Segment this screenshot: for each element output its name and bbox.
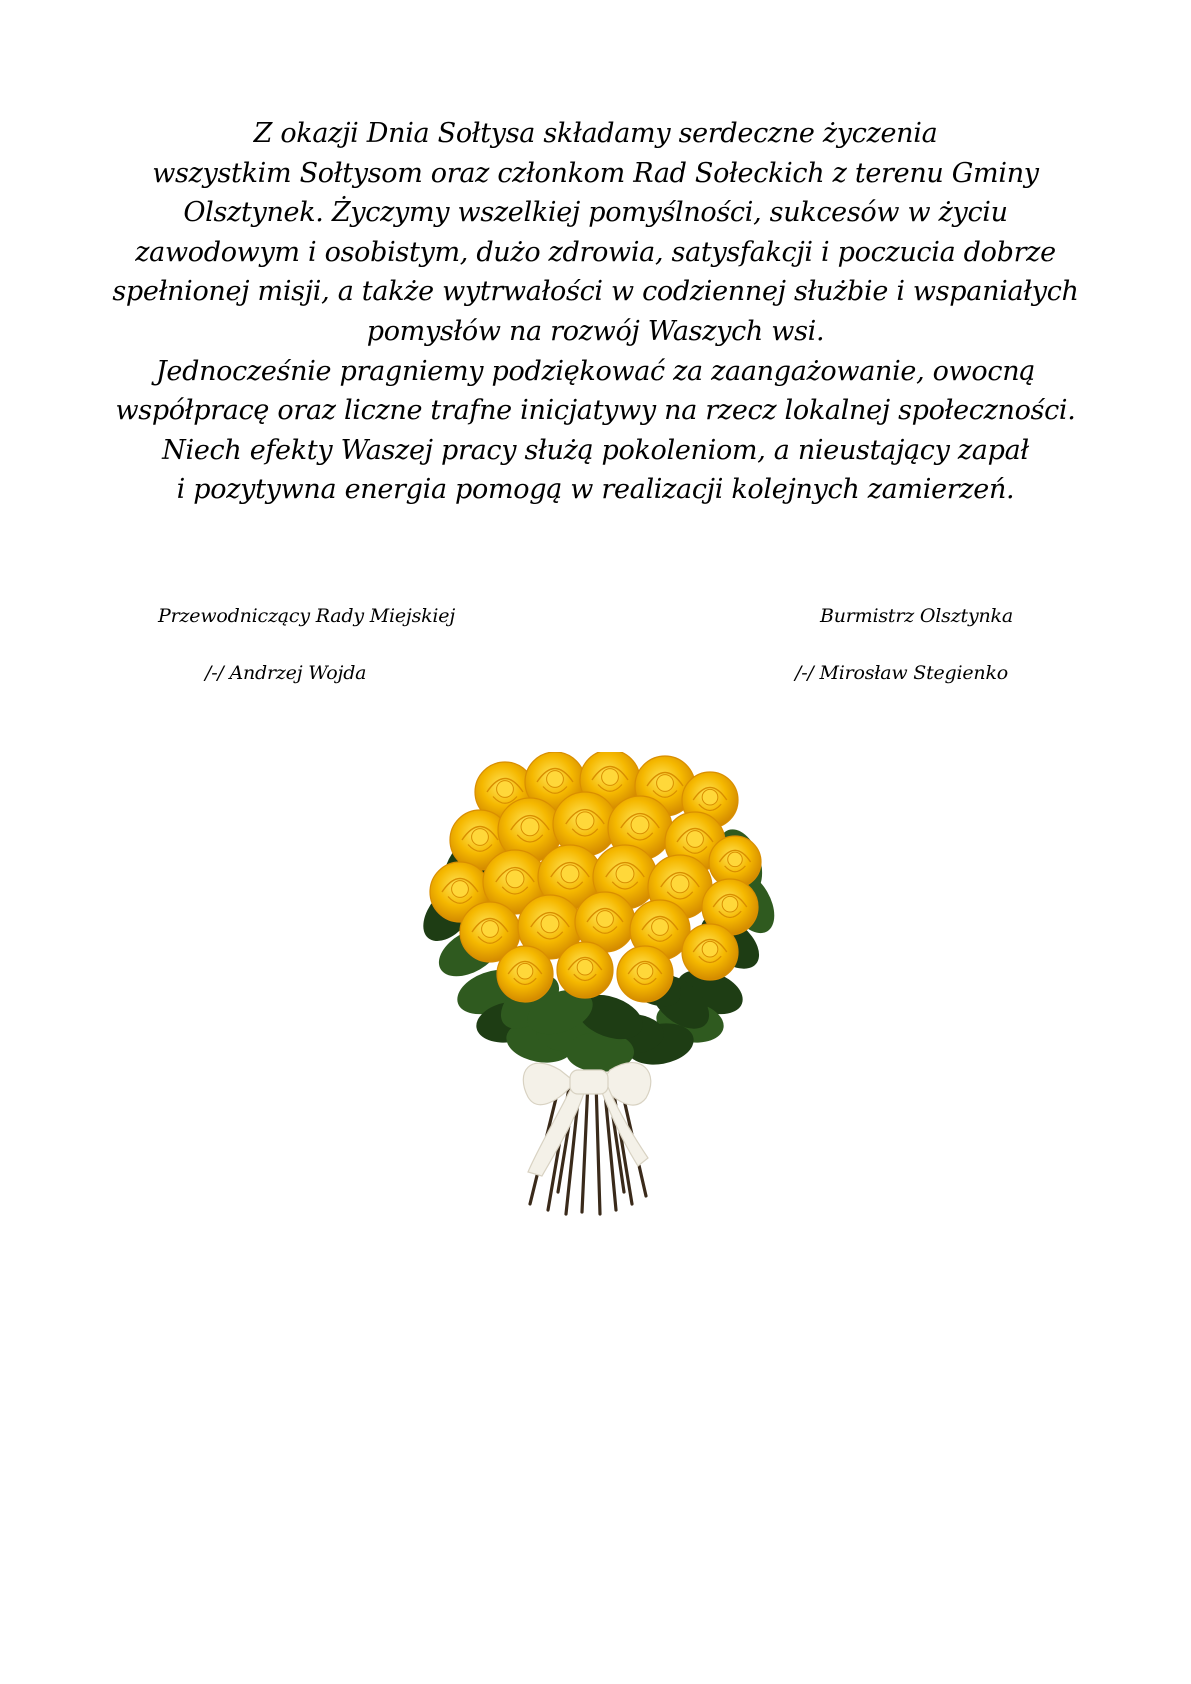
greeting-line-8: współpracę oraz liczne trafne inicjatywy na rzecz lokalnej społeczności. xyxy=(115,395,1076,427)
greeting-text xyxy=(90,114,1101,510)
council-chairman-title: Przewodniczący Rady Miejskiej xyxy=(158,605,456,627)
greeting-line-7: Jednocześnie pragniemy podziękować za zaangażowanie, owocną xyxy=(155,355,1036,387)
council-chairman-name: /-/ Andrzej Wojda xyxy=(205,662,367,684)
yellow-roses-bouquet-icon xyxy=(410,752,790,1222)
greeting-line-6: pomysłów na rozwój Waszych wsi. xyxy=(366,315,825,347)
greeting-line-5: spełnionej misji, a także wytrwałości w codziennej służbie i wspaniałych xyxy=(112,276,1079,308)
greeting-line-3: Olsztynek. Życzymy wszelkiej pomyślności, sukcesów w życiu xyxy=(183,197,1008,229)
greeting-line-9: Niech efekty Waszej pracy służą pokoleniom, a nieustający zapał xyxy=(162,434,1029,466)
greeting-line-1: Z okazji Dnia Sołtysa składamy serdeczne życzenia xyxy=(253,118,938,149)
greeting-line-10: i pozytywna energia pomogą w realizacji kolejnych zamierzeń. xyxy=(176,474,1015,506)
mayor-title: Burmistrz Olsztynka xyxy=(820,605,1013,627)
mayor-name: /-/ Mirosław Stegienko xyxy=(795,662,1009,684)
greeting-line-4: zawodowym i osobistym, dużo zdrowia, satysfakcji i poczucia dobrze xyxy=(135,236,1056,268)
greeting-line-2: wszystkim Sołtysom oraz członkom Rad Sołeckich z terenu Gminy xyxy=(152,157,1039,189)
